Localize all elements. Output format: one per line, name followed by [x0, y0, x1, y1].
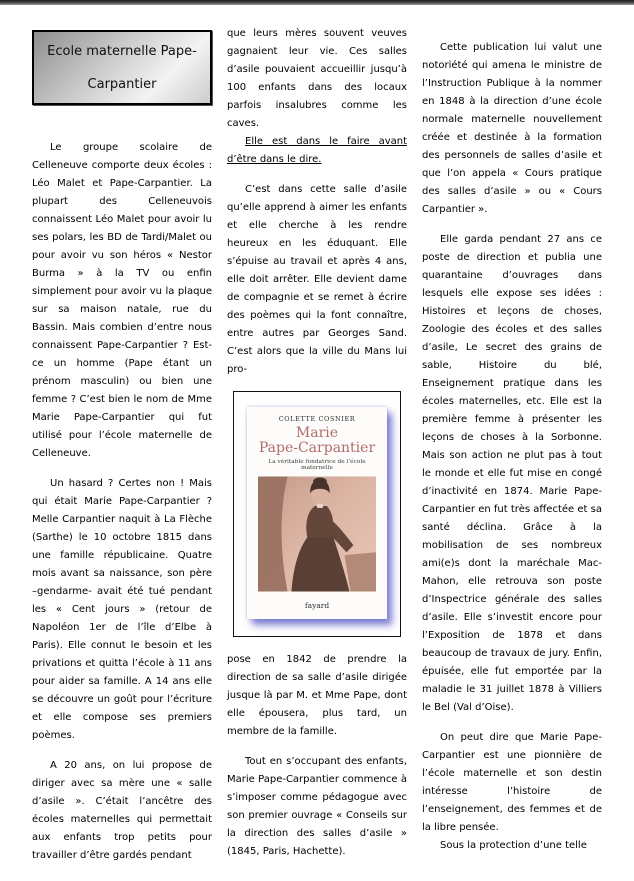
- career-paragraph: Elle garda pendant 27 ans ce poste de direction et publia une quarantaine d’ouvrages dans lesquels elle expose ses idées : Histoires et leçons de choses, Zoologie des écoles et des salles d’asile, Le secret des grains de sable, Histoire du blé, Enseignement pratique dans les écoles maternelles, etc. Elle est la première femme à présenter les leçons de choses à la Sorbonne. Mais son action ne plut pas à tout le monde et elle fut mise en congé d’inactivité en 1874. Marie Pape-Carpantier en fut très affectée et sa santé déclina. Grâce à la mobilisation de ses nombreux ami(e)s dont la maréchale Mac-Mahon, elle retrouva son poste d’Inspectrice générale des salles d’asile. Elle s’investit encore pour l’Exposition de 1878 et dans beaucoup de travaux de jury. Enfin, épuisée, elle fut emportée par la maladie le 31 juillet 1878 à Villiers le Bel (Val d’Oise).: [422, 234, 602, 713]
- closing-line: Sous la protection d’une telle: [440, 840, 587, 851]
- book-title-line2: Pape-Carpantier: [258, 440, 376, 456]
- after-image-paragraph: pose en 1842 de prendre la direction de sa salle d’asile dirigée jusque là par M. et Mme Pape, dont elle épousera, plus tard, un membre de la famille.: [227, 654, 407, 737]
- continuation-paragraph: que leurs mères souvent veuves gagnaient leur vie. Ces salles d’asile pouvaient accueillir jusqu’à 100 enfants dans des locaux parfois insalubres comme les caves.: [227, 28, 407, 129]
- book-publisher: fayard: [304, 601, 330, 610]
- column-middle: [227, 5, 407, 877]
- legacy-paragraph: On peut dire que Marie Pape-Carpantier est une pionnière de l’école maternelle et son destin intéresse l’histoire de l’enseignement, des femmes et de la libre pensée.: [422, 732, 602, 833]
- asile-experience-paragraph: C’est dans cette salle d’asile qu’elle apprend à aimer les enfants et elle cherche à les rendre heureux en les éduquant. Elle s’épuise au travail et après 4 ans, elle doit arrêter. Elle devient dame de compagnie et se remet à écrire des poèmes qui la font connaître, entre autres par Georges Sand. C’est alors que la ville du Mans lui pro-: [227, 184, 407, 375]
- book-title-line1: Marie: [295, 425, 339, 441]
- book-cover-frame: [233, 391, 401, 637]
- notoriety-paragraph: Cette publication lui valut une notoriété qui amena le ministre de l’Instruction Publique à la nommer en 1848 à la direction d’une école normale maternelle nouvellement créée et destinée à la formation des personnels de salles d’asile et que l’on appela « Cours pratique des salles d’asile » ou « Cours Carpantier ».: [422, 42, 602, 215]
- intro-paragraph: Le groupe scolaire de Celleneuve comporte deux écoles : Léo Malet et Pape-Carpantier. La plupart des Celleneuvois connaissent Léo Malet pour avoir lu ses polars, les BD de Tardi/Malet ou pour avoir vu son héros « Nestor Burma » à la TV ou enfin simplement pour avoir vu la plaque sur sa maison natale, rue du Bassin. Mais combien d’entre nous connaissent Pape-Carpantier ? Est-ce un homme (Pape étant un prénom masculin) ou bien une femme ? C’est bien le nom de Mme Marie Pape-Carpantier qui fut utilisé pour l’école maternelle de Celleneuve.: [32, 142, 212, 459]
- underlined-motto-quote: Elle est dans le faire avant d’être dans le dire.: [227, 136, 407, 165]
- book-subtitle: La véritable fondatrice de l’école maternelle: [268, 459, 366, 471]
- portrait-photo: [258, 476, 376, 592]
- three-column-layout: [0, 5, 634, 877]
- biography-paragraph: Un hasard ? Certes non ! Mais qui était Marie Pape-Carpantier ? Melle Carpantier naquit à La Flèche (Sarthe) le 10 octobre 1815 dans une famille républicaine. Quatre mois avant sa naissance, son père –gendarme- avait été tué pendant les « Cent jours » (retour de Napoléon 1er de l’île d’Elbe à Paris). Elle connut le besoin et les privations et quitta l’école à 11 ans pour aider sa famille. A 14 ans elle se découvre un goût pour l’écriture et elle compose ses premiers poèmes.: [32, 478, 212, 741]
- column-left: [32, 5, 212, 877]
- book-cover: [247, 407, 387, 619]
- column-right: [422, 5, 602, 877]
- salle-asile-intro-paragraph: A 20 ans, on lui propose de diriger avec sa mère une « salle d’asile ». C’était l’ancêtre des écoles maternelles qui permettait aux enfants trop petits pour travailler d’être gardés pendant: [32, 760, 212, 861]
- page-title: Ecole maternelle Pape-Carpantier: [47, 43, 197, 92]
- first-book-paragraph: Tout en s’occupant des enfants, Marie Pape-Carpantier commence à s’imposer comme pédagogue avec son premier ouvrage « Conseils sur la direction des salles d’asile » (1845, Paris, Hachette).: [227, 756, 407, 857]
- title-box: [32, 30, 212, 105]
- book-author: COLETTE COSNIER: [278, 415, 356, 423]
